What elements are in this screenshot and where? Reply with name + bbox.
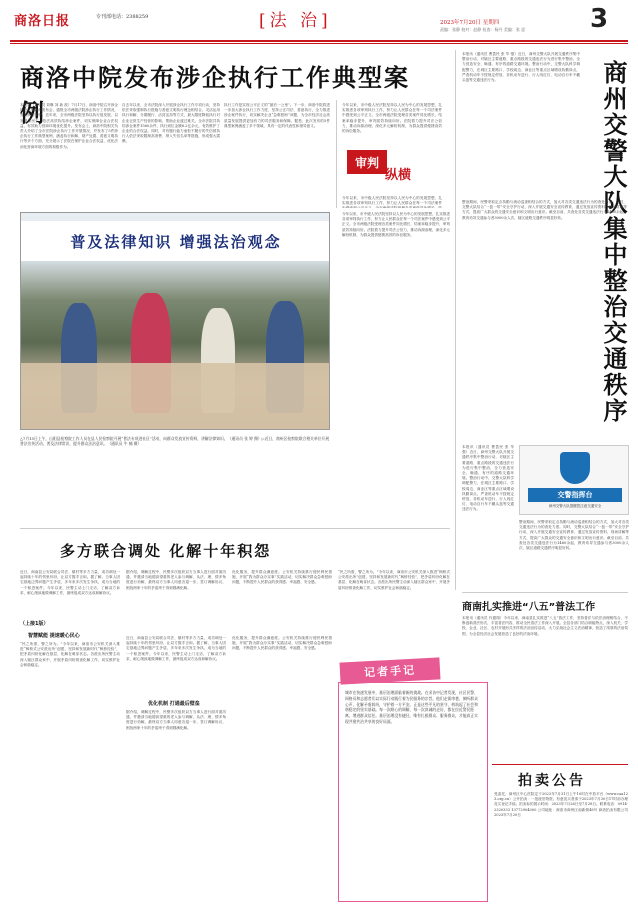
traffic-col-3: 本报讯（通讯员 曹盈民 张 毕 强）近日，商州交警大队开展交通秩序集中整治行动，对辖区主要道路、重点路段的交通违法行为进行集中整治，全力营造安全、畅通、有序的道路交通环境。整治行动中，交警大队科学调配警力，在城区主要路口、学校周边、商业区等重点区域增设执勤岗点，严查机动车不按规定停放、非机动车逆行、行人闯红灯、电动自行车不戴头盔等交通违法行为。	[462, 445, 514, 512]
shenping-tag: 审判	[347, 150, 387, 174]
article2-continued: （上接1版）	[20, 621, 49, 627]
traffic-badge-title: 交警指挥台	[528, 488, 622, 502]
lead-headline: 商洛中院发布涉企执行工作典型案例	[20, 64, 410, 127]
article2-col-2: 据介绍，调解过程中，民警多次组织双方当事人进行面对面沟通，并邀请当地德高望重的老人参与调解，从法、理、情多角度进行劝解，最终双方当事人同意各退一步，签订调解协议，困扰两家十年的矛盾终于得到圆满化解。	[126, 570, 226, 590]
law-body: 本报讯（通讯员 代德翔）今年以来，商南县扎实推进“八五”普法工作，坚持普法与依法治理相结合，不断创新普法形式，丰富普法内容，推动全民普法工作深入开展。全县各部门结合职能特点，深入机关、学校、企业、社区、农村开展形式多样的法治宣传活动，大力弘扬社会主义法治精神，营造了浓厚的法治氛围，为全县经济社会发展营造了良好的法治环境。	[462, 616, 628, 636]
section-title: [法 治]	[259, 11, 332, 31]
traffic-col-4: 整治期间，民警采取定点执勤与流动巡查相结合的方式，加大对各类交通违法行为的查处力度。同时，交警大队结合“一盔一带”安全守护行动，深入开展交通安全宣传教育，通过发放宣传资料、现场讲解等方式，提高广大群众的交通安全意识和文明出行意识。截至目前，共查处各类交通违法行为1460余起，教育劝导交通参与者3000余人次，辖区道路交通秩序明显好转。	[519, 520, 629, 551]
traffic-headline: 商州交警大队集中整治交通秩序	[599, 60, 627, 424]
lead-col-2: 自去年以来，全市法院深入开展涉企执行工作专项行动，坚持依法采取强制执行措施与善意文明执行理念相结合，灵活运用执行和解、分期履行、活封活扣等方式，最大限度降低执行对企业正常生产经营的影响，帮助企业渡过难关。全市法院共执结涉企案件1560余件，执行到位金额8.2亿余元，有效维护了企业的合法权益。同时，对有履行能力而拒不履行的失信被执行人依法采取限制高消费、纳入失信名单等措施，形成强大震慑。	[122, 103, 220, 144]
article2-col-3: 优化服务，提升群众满意度。公安机关持续推行便民利民措施，开展“我为群众办实事”实践活动，切实解决群众急难愁盼问题，不断提升人民群众的获得感、幸福感、安全感。	[232, 570, 332, 585]
article2-col-4: “民之所需，警之所为。”今年以来，商洛市公安机关深入推进“枫桥式公安派出所”创建，坚持和发展新时代“枫桥经验”，把矛盾纠纷化解在基层、化解在萌芽状态。各派出所民警主动深入辖区群众家中，开展矛盾纠纷排查化解工作，切实维护社会和谐稳定。	[338, 570, 450, 590]
shenping-col-bottom: 今年以来，市中级人民法院坚持以人民为中心的发展思想，扎实推进各项审判执行工作，努力让人民群众在每一个司法案件	[342, 196, 442, 206]
column-divider	[336, 100, 337, 208]
header-rule-thin	[10, 43, 628, 44]
reporter-notes-tag: 记者手记	[339, 657, 440, 684]
police-shield-icon	[560, 452, 590, 484]
issue-info: 专刊部电话：2388259	[96, 14, 149, 20]
section-divider	[20, 528, 450, 529]
issue-date: 2023年7月20日 星期四	[440, 20, 500, 26]
auction-body: 受委托，商州区中心医院定于2023年7月31日上午10时在中拍平台（www.caa123.org.cn）公开拍卖：一批废旧物资。有意竞买者请于2023年7月30日17时前办理竞买登记手续。拍卖标的展示时间：2023年7月26日至7月28日。联系电话：0914-2320333 13772904000 公司地址：商洛市商州区南新街48号 商洛拍卖有限公司 2023年7月20日	[494, 792, 628, 817]
law-headline: 商南扎实推进“八五”普法工作	[462, 602, 596, 613]
page-number: 3	[590, 4, 609, 34]
lead-col-3: 执行工作是实现公平正义的“最后一公里”。下一步，商洛中院将进一步加大涉企执行工作力度，坚持公正司法、善意执行，全力推进涉企案件执行，切实解决企业“急难愁盼”问题，为全市经济社会高质量发展提供更加有力的司法服务和保障。据悉，此次发布的5件典型案例涵盖了多个领域，具有一定的代表性和指导意义。	[224, 103, 330, 128]
article2-intro: 近日，商南县公安局联合司法、镇村等多方力量，成功调处一起持续十年的邻里纠纷，让双方握手言和。据了解，当事人因宅基地边界问题产生矛盾，多年来多次发生争执，成为当地的一个积怨案件。今年以来，民警主动上门走访，了解双方诉求，耐心细致地做调解工作，最终促成双方达成和解协议。	[20, 570, 120, 595]
news-photo	[20, 212, 330, 430]
reporter-notes-text: 城市在快速发展中，基层治理面临着新的挑战。在采访中记者发现，社区民警、网格员和志愿者们以实际行动践行着为民服务的宗旨。他们走街串巷，倾听群众心声，化解矛盾纠纷，守护着一方平安。正是这些平凡的坚守，构筑起了社会和谐稳定的坚实基础。每一次耐心的调解，每一次真诚的走访，都在拉近警民距离，增进群众信任。基层治理没有捷径，唯有扎根群众、服务群众，才能真正实现共建共治共享的良好局面。	[345, 690, 478, 724]
traffic-badge	[519, 445, 629, 515]
traffic-badge-sub: 商州交警大队提醒您注意交通安全	[548, 504, 602, 508]
article2-body-1: “民之所需，警之所为。”今年以来，商洛市公安机关深入推进“枫桥式公安派出所”创建，坚持和发展新时代“枫桥经验”，把矛盾纠纷化解在基层、化解在萌芽状态。各派出所民警主动深入辖区群众家中，开展矛盾纠纷排查化解工作，切实维护社会和谐稳定。	[20, 642, 120, 667]
traffic-col-2: 整治期间，民警采取定点执勤与流动巡查相结合的方式，加大对各类交通违法行为的查处力度。同时，交警大队结合“一盔一带”安全守护行动，深入开展交通安全宣传教育，通过发放宣传资料、现场讲解等方式，提高广大群众的交通安全意识和文明出行意识。截至目前，共查处各类交通违法行为1460余起，教育劝导交通参与者3000余人次，辖区道路交通秩序明显好转。	[462, 200, 627, 220]
header-rule	[10, 40, 628, 42]
shenping-logo	[347, 150, 437, 190]
newspaper-logo: 商洛日报	[14, 14, 71, 29]
section-divider	[462, 592, 628, 593]
editors-line: 责编：张静 校对：赵静 检查：杨丹 美编：张 思	[440, 27, 526, 32]
column-divider	[455, 50, 456, 590]
photo-table	[21, 363, 330, 430]
article2-body-2: 近日，商南县公安局联合司法、镇村等多方力量，成功调处一起持续十年的邻里纠纷，让双方握手言和。据了解，当事人因宅基地边界问题产生矛盾，多年来多次发生争执，成为当地的一个积怨案件。今年以来，民警主动上门走访，了解双方诉求，耐心细致地做调解工作，最终促成双方达成和解协议。	[126, 636, 226, 661]
article2-body-4: 优化服务，提升群众满意度。公安机关持续推行便民利民措施，开展“我为群众办实事”实践活动，切实解决群众急难愁盼问题，不断提升人民群众的获得感、幸福感、安全感。	[232, 636, 332, 651]
article2-subhead-2: 优化机制 打通最后壁垒	[148, 701, 200, 707]
lead-col-1: 本报讯（通讯员 刘琳 刘 新 波）7月17日，商洛中院召开涉企执行工作新闻发布会，通报全市两级法院涉企执行工作情况，发布典型案例。近年来，全市两级法院坚持以执行促发展、以发展保民生，依法高效执结涉企案件，切实保障企业合法权益，有效助力营商环境优化提升。发布会上，商洛中院相关负责人介绍了全市法院涉企执行工作开展情况，并发布了5件涉企执行工作典型案例，涵盖执行和解、财产处置、善意文明执行等多个方面，充分展示了法院在保护企业合法权益、优化法治化营商环境方面的积极作为。	[20, 103, 118, 149]
traffic-extra-col: 今年以来，市中级人民法院坚持以人民为中心的发展思想，扎实推进各项审判执行工作，努力让人民群众在每一个司法案件中感受到公平正义。全市两级法院受理各类案件同比增长，结案率稳步提升，审判质效持续向好。法院着力提升司法公信力，推动诉源治理，深化多元解纷机制，为群众提供便捷高效的诉讼服务。	[342, 212, 450, 237]
article2-headline: 多方联合调处 化解十年积怨	[60, 542, 272, 560]
photo-banner	[21, 221, 330, 261]
auction-rule	[492, 764, 628, 765]
article2-subhead-1: 智慧赋能 提速暖心民心	[28, 633, 80, 639]
photo-banner-text: 普及法律知识 增强法治观念	[70, 232, 282, 251]
shenping-tag-2: 纵横	[385, 168, 412, 183]
masthead	[0, 0, 638, 40]
traffic-col-1: 本报讯（通讯员 曹盈民 张 毕 强）近日，商州交警大队开展交通秩序集中整治行动，对辖区主要道路、重点路段的交通违法行为进行集中整治，全力营造安全、畅通、有序的道路交通环境。整治行动中，交警大队科学调配警力，在城区主要路口、学校周边、商业区等重点区域增设执勤岗点，严查机动车不按规定停放、非机动车逆行、行人闯红灯、电动自行车不戴头盔等交通违法行为。	[462, 52, 580, 83]
shenping-col-top: 今年以来，市中级人民法院坚持以人民为中心的发展思想，扎实推进各项审判执行工作，努力让人民群众在每一个司法案件中感受到公平正义。全市两级法院受理各类案件同比增长，结案率稳步提升，审判质效持续向好。法院着力提升司法公信力，推动诉源治理，深化多元解纷机制，为群众提供便捷高效的诉讼服务。	[342, 103, 442, 134]
article2-body-3: 据介绍，调解过程中，民警多次组织双方当事人进行面对面沟通，并邀请当地德高望重的老人参与调解，从法、理、情多角度进行劝解，最终双方当事人同意各退一步，签订调解协议，困扰两家十年的矛盾终于得到圆满化解。	[126, 710, 226, 730]
photo-caption: △7月15日上午，山阳县检察院工作人员在县人民检察院开展“普法专项进社区”活动，向群众发放宣传资料，讲解法律知识。（通讯员 张 婷 摄）▷近日，商州区检察院联合相关单位开展普法宣传活动，普及法律常识，提升群众法治意识。（通讯员 牛 楠 摄）	[20, 436, 330, 447]
auction-headline: 拍卖公告	[518, 773, 586, 789]
